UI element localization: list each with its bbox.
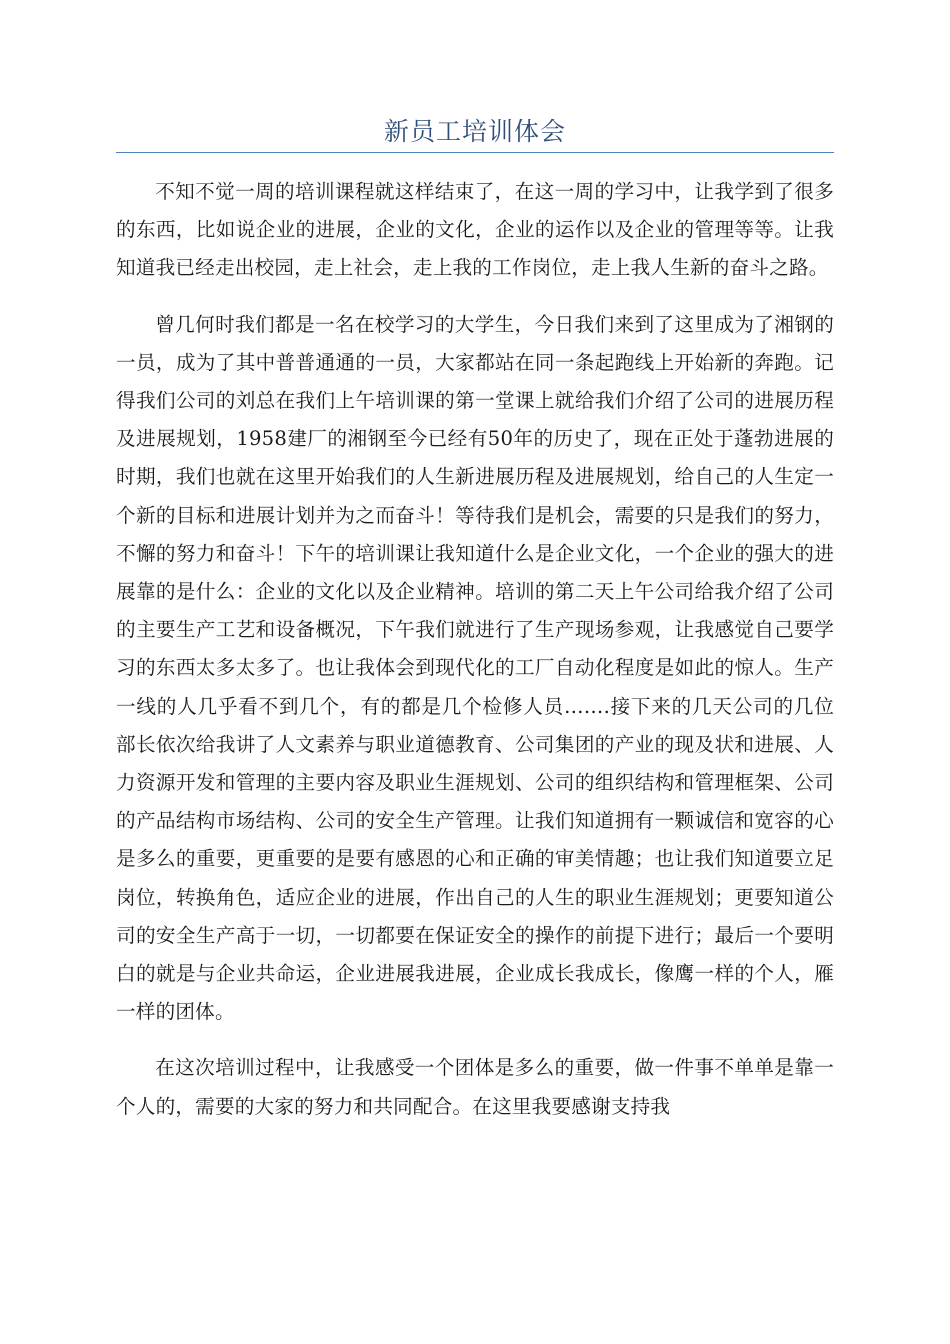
paragraph-3: 在这次培训过程中，让我感受一个团体是多么的重要，做一件事不单单是靠一个人的，需要的大家的努力和共同配合。在这里我要感谢支持我 (116, 1056, 834, 1118)
document-title: 新员工培训体会 (383, 117, 566, 146)
title-underline (116, 152, 834, 153)
paragraph-2: 曾几何时我们都是一名在校学习的大学生，今日我们来到了这里成为了湘钢的一员，成为了其中普普通通的一员，大家都站在同一条起跑线上开始新的奔跑。记得我们公司的刘总在我们上午培训课的第一堂课上就给我们介绍了公司的进展历程及进展规划，1958建厂的湘钢至今已经有50年的历史了，现在正处于蓬勃进展的时期，我们也就在这里开始我们的人生新进展历程及进展规划，给自己的人生定一个新的目标和进展计划并为之而奋斗！等待我们是机会，需要的只是我们的努力，不懈的努力和奋斗！下午的培训课让我知道什么是企业文化，一个企业的强大的进展靠的是什么：企业的文化以及企业精神。培训的第二天上午公司给我介绍了公司的主要生产工艺和设备概况，下午我们就进行了生产现场参观，让我感觉自己要学习的东西太多太多了。也让我体会到现代化的工厂自动化程度是如此的惊人。生产一线的人几乎看不到几个，有的都是几个检修人员…….接下来的几天公司的几位部长依次给我讲了人文素养与职业道德教育、公司集团的产业的现及状和进展、人力资源开发和管理的主要内容及职业生涯规划、公司的组织结构和管理框架、公司的产品结构市场结构、公司的安全生产管理。让我们知道拥有一颗诚信和宽容的心是多么的重要，更重要的是要有感恩的心和正确的审美情趣；也让我们知道要立足岗位，转换角色，适应企业的进展，作出自己的人生的职业生涯规划；更要知道公司的安全生产高于一切，一切都要在保证安全的操作的前提下进行；最后一个要明白的就是与企业共命运，企业进展我进展，企业成长我成长，像鹰一样的个人，雁一样的团体。 (116, 312, 834, 1024)
paragraph-1: 不知不觉一周的培训课程就这样结束了，在这一周的学习中，让我学到了很多的东西，比如说企业的进展，企业的文化，企业的运作以及企业的管理等等。让我知道我已经走出校园，走上社会，走上我的工作岗位，走上我人生新的奋斗之路。 (116, 180, 834, 280)
document-page (116, 112, 834, 1126)
